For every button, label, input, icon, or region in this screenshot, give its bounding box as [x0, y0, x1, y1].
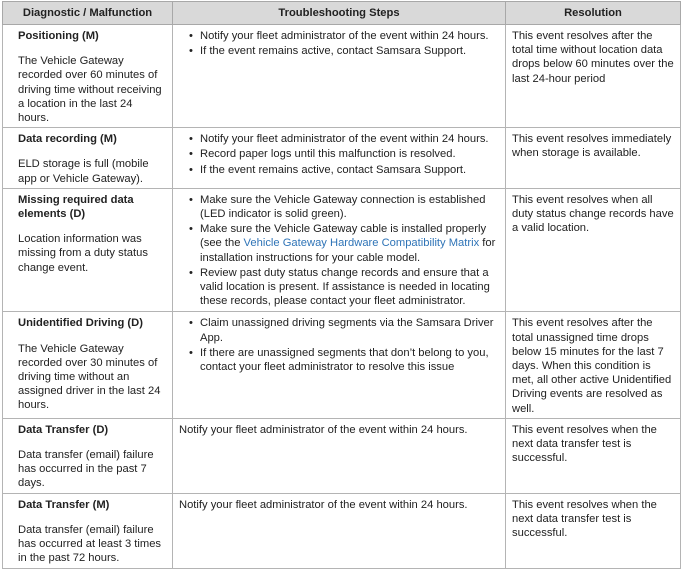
troubleshooting-table	[2, 1, 681, 569]
diagnostic-cell	[3, 188, 173, 312]
step-text: Claim unassigned driving segments via the Samsara Driver App.	[200, 317, 494, 344]
table-row	[3, 128, 681, 189]
step-item	[187, 132, 499, 146]
steps-cell	[173, 25, 506, 128]
resolution-cell: This event resolves when the next data transfer test is successful.	[506, 493, 681, 568]
step-item	[187, 147, 499, 161]
diagnostic-cell	[3, 25, 173, 128]
diagnostic-name: Data Transfer (M)	[18, 498, 110, 511]
step-text: If the event remains active, contact Samsara Support.	[200, 163, 467, 176]
header-diagnostic: Diagnostic / Malfunction	[3, 2, 173, 25]
step-text: Record paper logs until this malfunction is resolved.	[200, 148, 456, 161]
step-text: Make sure the Vehicle Gateway connection is established (LED indicator is solid green).	[200, 193, 486, 221]
step-item	[187, 163, 499, 177]
bullet-icon: •	[189, 266, 193, 279]
diagnostic-description: The Vehicle Gateway recorded over 30 minutes of driving time without an assigned driver in the last 24 hours.	[18, 342, 161, 412]
step-item	[187, 346, 499, 374]
step-text: Review past duty status change records and ensure that a valid location is present. If assistance is needed in locating these records, please contact your fleet administrator.	[200, 266, 490, 308]
diagnostic-description: Data transfer (email) failure has occurred in the past 7 days.	[18, 449, 154, 490]
diagnostic-cell	[3, 493, 173, 568]
diagnostic-name: Positioning (M)	[18, 30, 99, 42]
steps-cell	[173, 188, 506, 312]
diagnostic-description: ELD storage is full (mobile app or Vehicle Gateway).	[18, 158, 149, 185]
header-resolution: Resolution	[506, 2, 681, 25]
diagnostic-name: Missing required data elements (D)	[18, 193, 134, 221]
step-text: If the event remains active, contact Samsara Support.	[200, 45, 467, 58]
table-row	[3, 312, 681, 418]
diagnostic-cell	[3, 128, 173, 189]
step-item	[187, 44, 499, 58]
header-row	[3, 2, 681, 25]
bullet-icon: •	[189, 133, 193, 146]
steps-cell	[173, 312, 506, 418]
table-row	[3, 188, 681, 312]
bullet-icon: •	[189, 223, 193, 236]
resolution-cell: This event resolves after the total unassigned time drops below 15 minutes for the last 7 days. When this condition is met, all other active Unidentified Driving events are resolved as well.	[506, 312, 681, 418]
bullet-icon: •	[189, 193, 193, 206]
step-item	[187, 222, 499, 265]
resolution-cell: This event resolves after the total time without location data drops below 60 minutes over the last 24-hour period	[506, 25, 681, 128]
bullet-icon: •	[189, 30, 193, 42]
table-row	[3, 418, 681, 493]
steps-cell	[173, 128, 506, 189]
bullet-icon: •	[189, 45, 193, 58]
diagnostic-description: The Vehicle Gateway recorded over 60 minutes of driving time without receiving a location in the last 24 hours.	[18, 55, 162, 125]
table-row	[3, 25, 681, 128]
table-row	[3, 493, 681, 568]
step-text: Make sure the Vehicle Gateway cable is installed properly (see the	[200, 223, 487, 250]
step-item	[187, 316, 499, 344]
diagnostic-description: Location information was missing from a duty status change event.	[18, 233, 148, 274]
bullet-icon: •	[189, 317, 193, 330]
step-item	[187, 193, 499, 221]
bullet-icon: •	[189, 346, 193, 359]
diagnostic-name: Data recording (M)	[18, 133, 117, 146]
resolution-cell: This event resolves immediately when storage is available.	[506, 128, 681, 189]
compatibility-matrix-link[interactable]: Vehicle Gateway Hardware Compatibility Matrix	[243, 237, 480, 250]
step-item	[187, 266, 499, 309]
bullet-icon: •	[189, 163, 193, 176]
diagnostic-cell	[3, 418, 173, 493]
step-item	[187, 29, 499, 43]
header-steps: Troubleshooting Steps	[173, 2, 506, 25]
diagnostic-name: Unidentified Driving (D)	[18, 317, 143, 330]
steps-cell: Notify your fleet administrator of the event within 24 hours.	[173, 418, 506, 493]
resolution-cell: This event resolves when all duty status change records have a valid location.	[506, 188, 681, 312]
step-text: Notify your fleet administrator of the event within 24 hours.	[200, 133, 489, 146]
steps-cell: Notify your fleet administrator of the event within 24 hours.	[173, 493, 506, 568]
resolution-cell: This event resolves when the next data transfer test is successful.	[506, 418, 681, 493]
step-text: for installation instructions for your cable model.	[200, 237, 496, 264]
diagnostic-cell	[3, 312, 173, 418]
step-text: If there are unassigned segments that don’t belong to you, contact your fleet administrator to resolve this issue	[200, 346, 489, 374]
diagnostic-description: Data transfer (email) failure has occurred at least 3 times in the past 72 hours.	[18, 523, 162, 565]
bullet-icon: •	[189, 148, 193, 161]
step-text: Notify your fleet administrator of the event within 24 hours.	[200, 30, 489, 42]
diagnostic-name: Data Transfer (D)	[18, 423, 109, 436]
